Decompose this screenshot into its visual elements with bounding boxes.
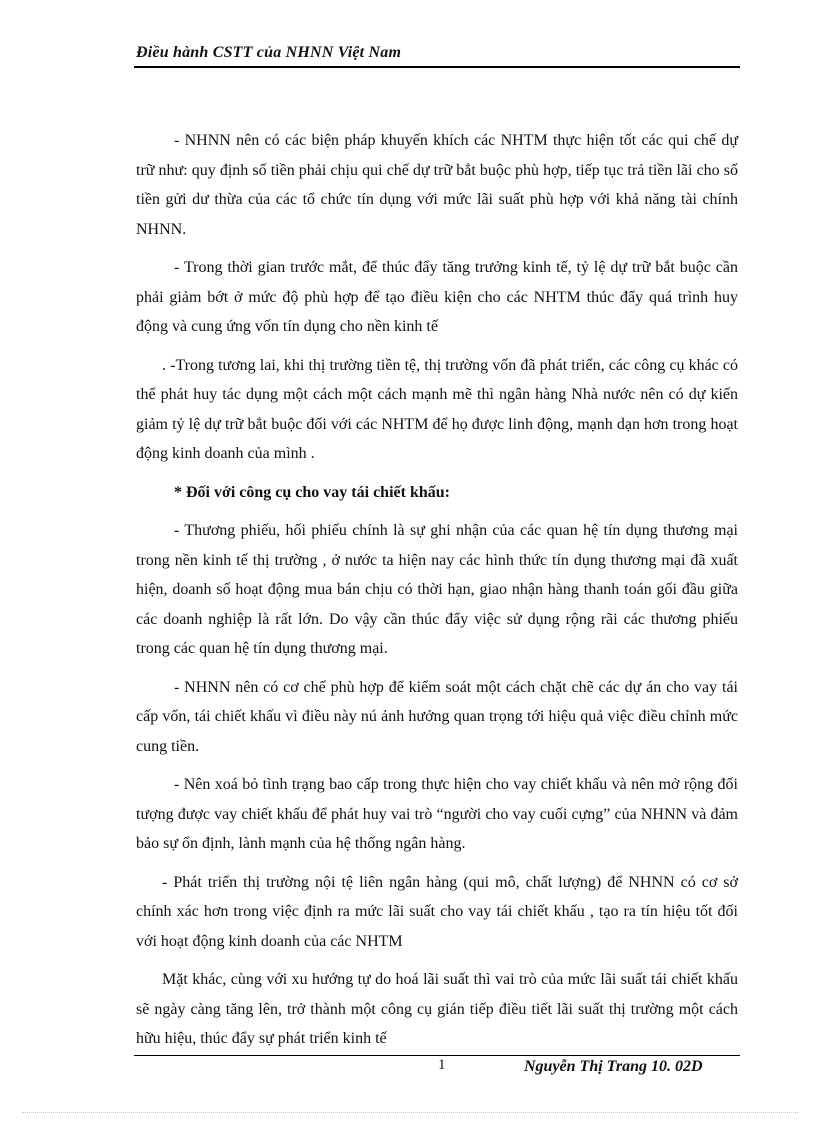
paragraph-reserve-incentives: - NHNN nên có các biện pháp khuyến khích các NHTM thực hiện tốt các qui chế dự trữ như: quy định số tiền phải chịu qui chế dự trữ bắt buộc phù hợp, tiếp tục trả tiền lãi cho số tiền gửi dư thừa của các tổ chức tín dụng với mức lãi suất phù hợp với khả năng tài chính NHNN.	[136, 132, 738, 238]
paragraph-refinance-control: - NHNN nên có cơ chế phù hợp để kiểm soát một cách chặt chẽ các dự án cho vay tái cấp vốn, tái chiết khấu vì điều này nú ảnh hưởng quan trọng tới hiệu quả việc điều chỉnh mức cung tiền.	[136, 678, 738, 755]
paragraph-commercial-paper: - Thương phiếu, hối phiếu chính là sự ghi nhận của các quan hệ tín dụng thương mại trong nền kinh tế thị trường , ở nước ta hiện nay các hình thức tín dụng thương mại đã xuất hiện, doanh số hoạt động mua bán chịu có thời hạn, giao nhận hàng thanh toán gối đầu giữa các doanh nghiệp là rất lớn. Do vậy cần thúc đẩy việc sử dụng rộng rãi các thương phiếu trong các quan hệ tín dụng thương mại.	[136, 522, 738, 657]
page-bottom-edge	[22, 1112, 798, 1113]
header-divider	[134, 66, 740, 68]
paragraph-future-reserve: . -Trong tương lai, khi thị trường tiền tệ, thị trường vốn đã phát triển, các công cụ khác có thể phát huy tác dụng một cách một cách mạnh mẽ thì ngân hàng Nhà nước nên có dự kiến giảm tỷ lệ dự trữ bắt buộc đối với các NHTM để họ được linh động, mạnh dạn hơn trong hoạt động kinh doanh của mình .	[136, 356, 738, 462]
footer-author: Nguyễn Thị Trang 10. 02D	[524, 1058, 703, 1075]
paragraph-reserve-reduction: - Trong thời gian trước mắt, để thúc đẩy tăng trưởng kinh tế, tỷ lệ dự trữ bắt buộc cần phải giảm bớt ở mức độ phù hợp để tạo điều kiện cho các NHTM thúc đẩy quá trình huy động và cung ứng vốn tín dụng cho nền kinh tế	[136, 259, 738, 335]
footer-divider	[134, 1055, 740, 1056]
page-number: 1	[438, 1057, 446, 1073]
section-subheading: * Đối với công cụ cho vay tái chiết khấu:	[174, 483, 450, 501]
document-body	[136, 126, 738, 1063]
paragraph-interbank-market: - Phát triển thị trường nội tệ liên ngân hàng (qui mô, chất lượng) để NHNN có cơ sở chính xác hơn trong việc định ra mức lãi suất cho vay tái chiết khấu , tạo ra tín hiệu tốt đối với hoạt động kinh doanh của các NHTM	[136, 873, 738, 950]
running-header-title: Điều hành CSTT của NHNN Việt Nam	[136, 44, 402, 61]
paragraph-rate-liberalization: Mặt khác, cùng với xu hướng tự do hoá lãi suất thì vai trò của mức lãi suất tái chiết khấu sẽ ngày càng tăng lên, trở thành một công cụ gián tiếp điều tiết lãi suất thị trường một cách hữu hiệu, thúc đẩy sự phát triển kinh tế	[136, 971, 738, 1047]
paragraph-discount-subsidy: - Nên xoá bỏ tình trạng bao cấp trong thực hiện cho vay chiết khấu và nên mở rộng đối tượng được vay chiết khấu để phát huy vai trò “người cho vay cuối cựng” của NHNN và đảm bảo sự ổn định, lành mạnh của hệ thống ngân hàng.	[136, 776, 738, 852]
